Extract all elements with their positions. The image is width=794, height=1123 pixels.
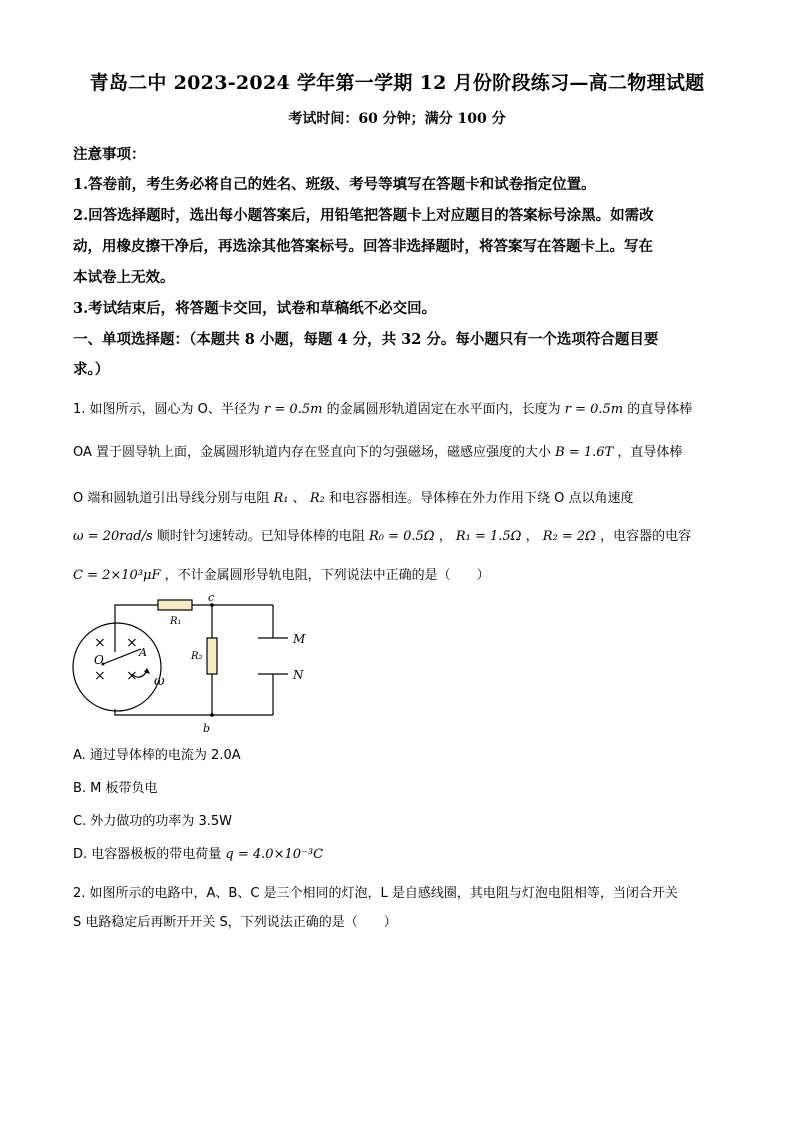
- q1-option-b: B. M 板带负电: [73, 781, 158, 796]
- notes-item-1: 1.答卷前，考生务必将自己的姓名、班级、考号等填写在答题卡和试卷指定位置。: [73, 176, 596, 193]
- notes-heading: 注意事项：: [73, 146, 146, 163]
- q1-text: ，直导体棒: [617, 445, 683, 460]
- q1-circuit-diagram: [60, 592, 320, 737]
- q2-line-2: S 电路稳定后再断开开关 S，下列说法正确的是（ ）: [73, 915, 397, 930]
- q1-text: 、: [292, 491, 306, 506]
- q1-line-5: [73, 564, 490, 583]
- q1-formula-r1: R₁: [273, 491, 289, 506]
- q2-line-1: 2. 如图所示的电路中，A、B、C 是三个相同的灯泡，L 是自感线圈，其电阻与灯泡电阻相等，当闭合开关: [73, 886, 678, 901]
- q1-formula-r1-value: R₁ = 1.5Ω: [455, 529, 522, 544]
- q1-text: OA 置于圆导轨上面，金属圆形轨道内存在竖直向下的匀强磁场，磁感应强度的大小: [73, 445, 552, 460]
- label-r1: R₁: [170, 616, 182, 627]
- q1-text: ，不计金属圆形导轨电阻，下列说法中正确的是（ ）: [164, 568, 490, 583]
- q1-option-d-formula: q = 4.0×10⁻³C: [225, 847, 324, 862]
- q1-text: 顺时针匀速转动。已知导体棒的电阻: [156, 529, 365, 544]
- q1-text: 和电容器相连。导体棒在外力作用下绕 O 点以角速度: [328, 491, 634, 506]
- q1-line-3: [73, 487, 633, 506]
- section-1-heading-line-1: 一、单项选择题：（本题共 8 小题，每题 4 分，共 32 分。每小题只有一个选项符合题目要: [73, 331, 659, 348]
- label-b: b: [203, 722, 211, 735]
- q1-text: ，: [525, 529, 539, 544]
- field-mark-icon: ×: [94, 635, 106, 651]
- q1-line-1: [73, 398, 692, 417]
- field-mark-icon: ×: [94, 668, 106, 684]
- field-mark-icon: ×: [126, 668, 138, 684]
- notes-item-2-line-3: 本试卷上无效。: [73, 269, 175, 286]
- label-m: M: [293, 632, 306, 646]
- label-r2: R₂: [191, 651, 203, 662]
- label-o: O: [94, 653, 104, 667]
- label-a: A: [139, 646, 147, 659]
- q1-formula-r2: R₂: [309, 491, 325, 506]
- section-1-heading-line-2: 求。）: [73, 361, 110, 378]
- q1-text: 1. 如图所示，圆心为 O、半径为: [73, 402, 260, 417]
- notes-item-2-line-2: 动，用橡皮擦干净后，再选涂其他答案标号。回答非选择题时，将答案写在答题卡上。写在: [73, 238, 653, 255]
- q1-line-4: [73, 525, 691, 544]
- label-omega: ω: [154, 674, 165, 689]
- q1-option-d: [73, 843, 323, 862]
- notes-item-3: 3.考试结束后，将答题卡交回，试卷和草稿纸不必交回。: [73, 300, 437, 317]
- q1-formula-length: r = 0.5m: [564, 402, 624, 417]
- q1-text: ，: [438, 529, 452, 544]
- q1-text: ，电容器的电容: [600, 529, 692, 544]
- exam-info: 考试时间：60 分钟；满分 100 分: [288, 111, 506, 127]
- junction-b-dot: [210, 713, 214, 717]
- q1-formula-r0: R₀ = 0.5Ω: [368, 529, 435, 544]
- q1-option-c: C. 外力做功的功率为 3.5W: [73, 814, 233, 829]
- q1-formula-radius: r = 0.5m: [264, 402, 323, 417]
- q1-formula-field: B = 1.6T: [555, 445, 614, 460]
- q1-formula-capacitance: C = 2×10³μF: [73, 568, 161, 583]
- notes-item-2-line-1: 2.回答选择题时，选出每小题答案后，用铅笔把答题卡上对应题目的答案标号涂黑。如需改: [73, 207, 654, 224]
- exam-title: 青岛二中 2023-2024 学年第一学期 12 月份阶段练习—高二物理试题: [89, 72, 705, 94]
- q1-option-a: A. 通过导体棒的电流为 2.0A: [73, 748, 241, 763]
- q1-line-2: [73, 441, 682, 460]
- label-n: N: [293, 668, 304, 682]
- q1-formula-omega: ω = 20rad/s: [73, 529, 153, 544]
- q1-text: 的直导体棒: [627, 402, 693, 417]
- q1-formula-r2-value: R₂ = 2Ω: [542, 529, 596, 544]
- q1-text: O 端和圆轨道引出导线分别与电阻: [73, 491, 270, 506]
- q1-text: 的金属圆形轨道固定在水平面内，长度为: [326, 402, 561, 417]
- label-c: c: [208, 592, 215, 604]
- q1-option-d-text: D. 电容器极板的带电荷量: [73, 847, 222, 862]
- field-mark-icon: ×: [126, 635, 138, 651]
